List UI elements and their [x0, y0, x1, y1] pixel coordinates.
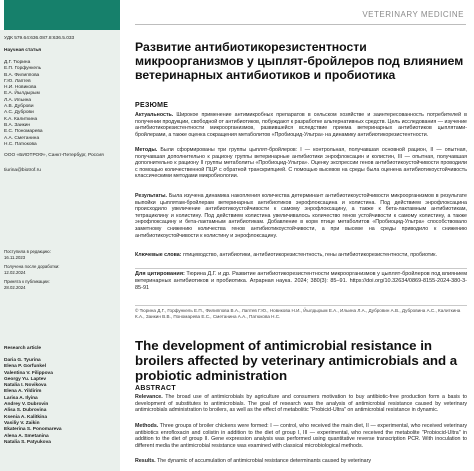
article-info-sidebar — [0, 30, 120, 471]
doi-link[interactable]: https://doi.org/10.32634/0869-8155-2024-380-3-85-91 — [135, 277, 468, 291]
keywords-label-ru: Ключевые слова: — [135, 252, 182, 258]
relevance-text-en: The broad use of antimicrobials by agriculture and consumers motivation to buy antibiotic-free production form a basis to development of substitutes to antimicrobials. The goal of research was the analysis of antimicrobial resistance caused by veterinary antimicrobials administration to broilers, as well as the effect of metabolitic "Probicid-Ultra" on antimicrobial resistance in dynamic. — [135, 394, 467, 414]
citation-text-ru: Тюрина Д.Г. и др. Развитие антибиотикорезистентности микроорганизмов у цыплят-бройлеров под влиянием ветеринарных антибиотиков и пробиотика. Аграрная наука. 2024; 380(3): 85–91. — [135, 271, 467, 284]
relevance-label-ru: Актуальность. — [135, 112, 174, 118]
received-date: 16.11.2023 — [4, 255, 26, 260]
authors-ru-list — [4, 60, 116, 148]
citation-ru — [135, 271, 467, 292]
author-ru[interactable]: Е.С. Пономарева — [4, 129, 43, 135]
author-ru[interactable]: В.А. Заикин — [4, 122, 31, 128]
section-label: VETERINARY MEDICINE — [362, 10, 464, 19]
author-en[interactable]: Georgy Yu. Laptev — [4, 376, 47, 382]
relevance-en — [135, 394, 467, 414]
results-en — [135, 458, 467, 465]
results-text-en: The dynamic of accumulation of antimicrobial resistance determinants caused by veterinary — [155, 458, 372, 464]
methods-label-ru: Методы. — [135, 147, 158, 153]
citation-label-ru: Для цитирования: — [135, 271, 185, 277]
header-rule — [135, 24, 466, 25]
author-en[interactable]: Ksenia A. Kalitkina — [4, 414, 48, 420]
section-divider — [135, 305, 467, 306]
article-title-en: The development of antimicrobial resistance in broilers affected by veterinary antimicrobials and a probiotic administration — [135, 338, 458, 384]
keywords-text-ru: птицеводство, антибиотики, антибиотикорезистентность, гены антибиотикорезистентности, пробиотик. — [181, 252, 437, 258]
relevance-text-ru: Широкое применение антимикробных препаратов в сельском хозяйстве и заинтересованность потребителей в получении продукции, свободной от антибиотиков, побуждают к разработке альтернативных средств. Цель исследования — изучение антибиотикорезистентности микроорганизмов, развившейся вследствие приема ветеринарных антибиотиков цыплятами-бройлерами, а также оценка сокращения метаболитов «Пробиоцид-Ультра» на динамику антибиотикорезистентности. — [135, 112, 467, 138]
revised-date: 12.02.2024 — [4, 270, 26, 275]
journal-logo — [4, 0, 120, 30]
author-ru[interactable]: К.А. Калиткина — [4, 116, 38, 122]
accepted-date: 28.02.2024 — [4, 285, 26, 290]
author-en[interactable]: Valentina V. Filippova — [4, 370, 53, 376]
author-ru[interactable]: В.А. Филиппова — [4, 72, 40, 78]
relevance-ru — [135, 112, 467, 138]
author-ru[interactable]: А.А. Сметанина — [4, 135, 40, 141]
methods-text-ru: Были сформированы три группы цыплят-бройлеров: I — контрольная, получавшая основной рацион, II — опытная, получавшая дополнительно к рациону группы ветеринарные антибиотики энрофлоксацин и колистин, III — опытная, получавшая дополнительно к рациону II группы метаболиты «Пробиоцид-Ультра». Оценку экспрессии генов антибиотикоустойчивости проводили с помощью количественной ПЦР с обратной транскрипцией. С помощью высевов на среды была оценена антибиотикоустойчивость классическими методами микробиологии. — [135, 147, 467, 180]
article-title-ru: Развитие антибиотикорезистентности микроорганизмов у цыплят-бройлеров под влиянием ветеринарных антибиотиков и пробиотика — [135, 40, 464, 82]
author-ru[interactable]: Н.С. Патюкова — [4, 141, 37, 147]
results-text-ru: Была изучена динамика накопления количества детерминант антибиотикоустойчивости микроорганизмов в результате выпойки цыплятам-бройлерам ветеринарных антибиотиков энрофлоксацина и колистина. Под действием энрофлоксацина происходило увеличение антибиотикоустойчивости к самому энрофлоксацину, а также к бета-лактамным антибиотикам, тетрациклину и колистину. Под действием колистина увеличивалось количество генов устойчивости к самому колистину, а также энрофлоксацину и бета-лактамным антибиотикам. Добавление в корм птице метаболитов «Пробиоцид-Ультра» способствовало заметному снижению количества генов антибиотикоустойчивости, а при высеве на среды приводило к снижению антибиотикоустойчивости к колистину и энрофлоксацину. — [135, 193, 467, 239]
author-ru[interactable]: А.В. Дуброви — [4, 104, 34, 110]
methods-en — [135, 423, 467, 449]
author-ru[interactable]: Е.А. Йылдырым — [4, 91, 40, 97]
journal-logo-bar — [4, 0, 120, 30]
author-en[interactable]: Vasiliy V. Zaikin — [4, 420, 40, 426]
results-ru — [135, 193, 467, 239]
abstract-heading-ru: РЕЗЮМЕ — [135, 102, 169, 109]
author-ru[interactable]: Д.Г. Тюрина — [4, 60, 31, 65]
author-en[interactable]: Elena A. Yildirim — [4, 389, 42, 395]
author-en[interactable]: Natalia I. Novikova — [4, 383, 47, 389]
methods-ru — [135, 147, 467, 180]
copyright-notice: © Тюрина Д.Г., Горфункель Е.П., Филиппова В.А., Лаптев Г.Ю., Новикова Н.И., Йылдырым Е.А., Ильина Л.А., Дубровин А.В., Дубровина А.С., Калиткина К.А., Заикин В.В., Пономарева Е.С., Сметанина А.А., Патюкова Н.С. — [135, 308, 461, 319]
methods-label-en: Methods. — [135, 423, 159, 429]
udk-code: УДК 579.64:636.087.8:636.5.033 — [4, 36, 75, 41]
author-en[interactable]: Alisa S. Dubrovina — [4, 408, 47, 414]
author-en[interactable]: Andrey V. Dubrovin — [4, 402, 49, 408]
revised-label: Получена после доработки: — [4, 264, 60, 269]
authors-en-list — [4, 358, 116, 446]
methods-text-en: Three groups of broiler chickens were formed: I — control, who received the main diet, II — experimental, who received veterinary antibiotics enrofloxacin and colistin in addition to the diet of group I, III — experimental, who received the metabolite "Probiocid-Ultra" in addition to the diet of group II. Gene expression analysis was performed using quantitative reverse transcription PCR. With inoculation to different media the antimicrobial resistance was examined with classical microbiological methods. — [135, 423, 467, 449]
author-en[interactable]: Alena A. Smetanina — [4, 433, 49, 439]
author-ru[interactable]: Л.А. Ильина — [4, 97, 32, 103]
author-ru[interactable]: Н.И. Новикова — [4, 85, 37, 91]
article-type-ru: Научная статья — [4, 48, 42, 53]
article-type-en: Research article — [4, 346, 42, 351]
received-label: Поступила в редакцию: — [4, 249, 51, 254]
affiliation-ru: ООО «БИОТРОФ», Санкт-Петербург, Россия — [4, 153, 104, 158]
author-en[interactable]: Natalia S. Patyukova — [4, 439, 51, 445]
author-email[interactable]: tiurina@biotrof.ru — [4, 168, 41, 173]
results-label-en: Results. — [135, 458, 156, 464]
author-en[interactable]: Ekaterina S. Ponomareva — [4, 427, 62, 433]
author-ru[interactable]: А.С. Дуброви — [4, 110, 34, 116]
abstract-heading-en: ABSTRACT — [135, 385, 176, 392]
keywords-ru — [135, 252, 467, 259]
author-ru[interactable]: Е.П. Горфункель — [4, 66, 42, 72]
section-divider — [135, 268, 467, 269]
results-label-ru: Результаты. — [135, 193, 168, 199]
author-en[interactable]: Elena P. Gorfunkel — [4, 364, 47, 370]
relevance-label-en: Relevance. — [135, 394, 163, 400]
author-en[interactable]: Daria G. Tyurina — [4, 358, 41, 363]
author-ru[interactable]: Г.Ю. Лаптев — [4, 78, 31, 84]
author-en[interactable]: Larisa A. Ilyina — [4, 395, 38, 401]
accepted-label: Принята к публикации: — [4, 279, 50, 284]
